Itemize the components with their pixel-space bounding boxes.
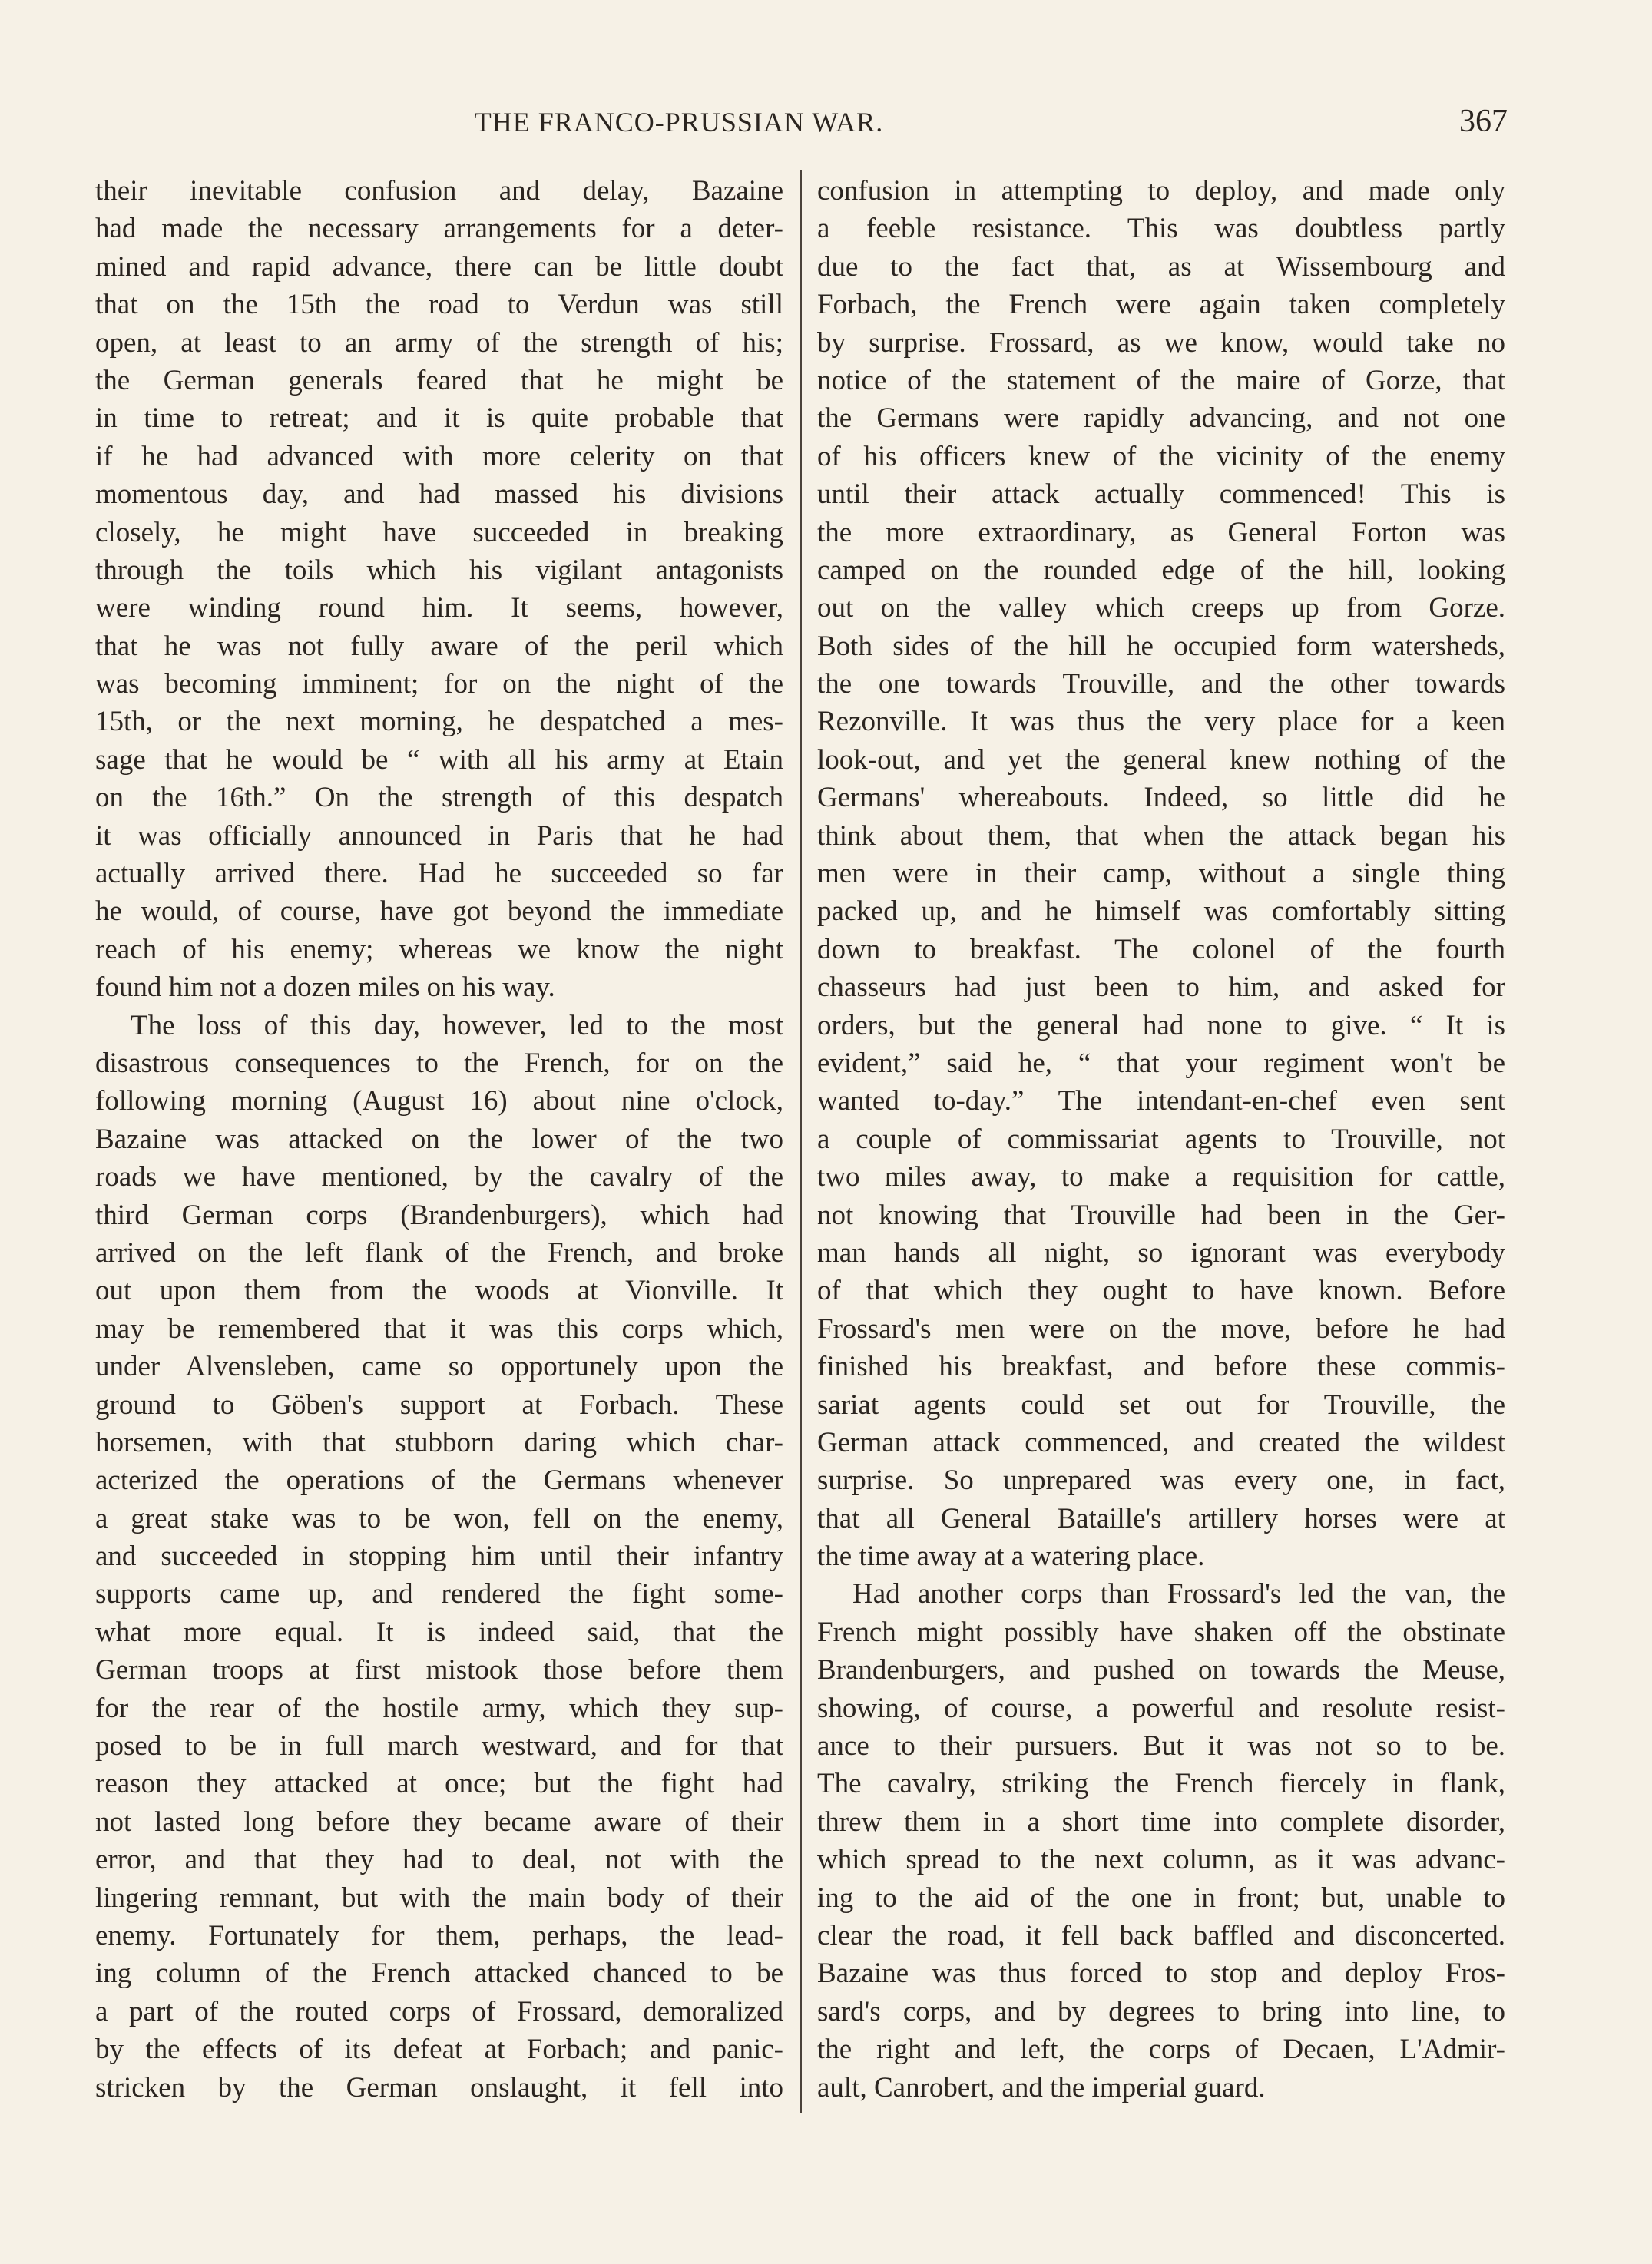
- text-line: the one towards Trouville, and the other towards: [817, 668, 1505, 700]
- text-line: posed to be in full march westward, and for that: [95, 1730, 783, 1763]
- text-line: was becoming imminent; for on the night of the: [95, 668, 783, 700]
- text-line: that on the 15th the road to Verdun was still: [95, 289, 783, 321]
- text-line: Bazaine was attacked on the lower of the two: [95, 1123, 783, 1155]
- text-line: that all General Bataille's artillery horses were at: [817, 1502, 1505, 1534]
- text-line: reason they attacked at once; but the fight had: [95, 1768, 783, 1800]
- text-line: the Germans were rapidly advancing, and not one: [817, 402, 1505, 435]
- text-line: disastrous consequences to the French, for on the: [95, 1047, 783, 1079]
- text-line: it was officially announced in Paris that he had: [95, 819, 783, 852]
- text-line: through the toils which his vigilant antagonists: [95, 554, 783, 586]
- text-line: ing to the aid of the one in front; but, unable to: [817, 1882, 1505, 1914]
- text-line: sage that he would be “ with all his army at Etain: [95, 743, 783, 776]
- text-line: following morning (August 16) about nine o'clock,: [95, 1085, 783, 1117]
- text-line: camped on the rounded edge of the hill, looking: [817, 554, 1505, 586]
- text-line: packed up, and he himself was comfortably sitting: [817, 895, 1505, 928]
- text-line: threw them in a short time into complete disorder,: [817, 1806, 1505, 1838]
- text-line: until their attack actually commenced! This is: [817, 478, 1505, 511]
- text-line: what more equal. It is indeed said, that the: [95, 1616, 783, 1648]
- text-line: Had another corps than Frossard's led the van, the: [852, 1578, 1505, 1610]
- text-line: roads we have mentioned, by the cavalry of the: [95, 1161, 783, 1193]
- text-line: the right and left, the corps of Decaen, L'Admir-: [817, 2034, 1505, 2066]
- text-line: if he had advanced with more celerity on that: [95, 440, 783, 472]
- text-line: the German generals feared that he might be: [95, 364, 783, 396]
- text-line: the more extraordinary, as General Forton was: [817, 516, 1505, 548]
- text-line: German troops at first mistook those before them: [95, 1654, 783, 1686]
- text-line: were winding round him. It seems, however,: [95, 592, 783, 624]
- text-line: look-out, and yet the general knew nothing of the: [817, 743, 1505, 776]
- text-line: closely, he might have succeeded in breaking: [95, 516, 783, 548]
- text-line: ground to Göben's support at Forbach. These: [95, 1389, 783, 1421]
- text-line: Forbach, the French were again taken completely: [817, 289, 1505, 321]
- text-line: arrived on the left flank of the French, and broke: [95, 1236, 783, 1269]
- left-column: [95, 172, 783, 2107]
- text-line: 15th, or the next morning, he despatched a mes-: [95, 706, 783, 738]
- text-line: confusion in attempting to deploy, and made only: [817, 175, 1505, 207]
- text-line: chasseurs had just been to him, and asked for: [817, 971, 1505, 1004]
- text-line: orders, but the general had none to give. “ It is: [817, 1009, 1505, 1041]
- text-line: ault, Canrobert, and the imperial guard.: [817, 2071, 1266, 2103]
- text-line: sard's corps, and by degrees to bring into line, to: [817, 1995, 1505, 2027]
- text-line: showing, of course, a powerful and resolute resist-: [817, 1692, 1505, 1724]
- text-line: ing column of the French attacked chanced to be: [95, 1958, 783, 1990]
- text-line: horsemen, with that stubborn daring which char-: [95, 1426, 783, 1458]
- text-line: finished his breakfast, and before these commis-: [817, 1351, 1505, 1383]
- right-column: [817, 172, 1505, 2107]
- text-line: two miles away, to make a requisition for cattle,: [817, 1161, 1505, 1193]
- text-line: a couple of commissariat agents to Trouville, not: [817, 1123, 1505, 1155]
- text-line: had made the necessary arrangements for a deter-: [95, 213, 783, 245]
- text-line: of his officers knew of the vicinity of the enemy: [817, 440, 1505, 472]
- text-line: of that which they ought to have known. Before: [817, 1275, 1505, 1307]
- text-line: acterized the operations of the Germans whenever: [95, 1465, 783, 1497]
- text-line: momentous day, and had massed his divisions: [95, 478, 783, 511]
- text-line: Brandenburgers, and pushed on towards the Meuse,: [817, 1654, 1505, 1686]
- text-line: surprise. So unprepared was every one, in fact,: [817, 1465, 1505, 1497]
- text-line: in time to retreat; and it is quite probable that: [95, 402, 783, 435]
- text-line: on the 16th.” On the strength of this despatch: [95, 782, 783, 814]
- text-line: by surprise. Frossard, as we know, would take no: [817, 326, 1505, 359]
- page-number: 367: [1459, 104, 1508, 139]
- text-line: German attack commenced, and created the wildest: [817, 1426, 1505, 1458]
- text-line: enemy. Fortunately for them, perhaps, the lead-: [95, 1919, 783, 1951]
- text-line: and succeeded in stopping him until their infantry: [95, 1541, 783, 1573]
- text-line: out upon them from the woods at Vionville. It: [95, 1275, 783, 1307]
- page-header: [0, 106, 1652, 144]
- text-line: The cavalry, striking the French fiercely in flank,: [817, 1768, 1505, 1800]
- column-divider: [800, 170, 802, 2113]
- text-line: Frossard's men were on the move, before he had: [817, 1312, 1505, 1345]
- text-line: evident,” said he, “ that your regiment won't be: [817, 1047, 1505, 1079]
- text-line: wanted to-day.” The intendant-en-chef even sent: [817, 1085, 1505, 1117]
- text-line: may be remembered that it was this corps which,: [95, 1312, 783, 1345]
- text-line: mined and rapid advance, there can be little doubt: [95, 250, 783, 283]
- text-line: for the rear of the hostile army, which they sup-: [95, 1692, 783, 1724]
- text-line: supports came up, and rendered the fight some-: [95, 1578, 783, 1610]
- text-line: Both sides of the hill he occupied form watersheds,: [817, 630, 1505, 662]
- text-line: error, and that they had to deal, not with the: [95, 1844, 783, 1876]
- text-line: a great stake was to be won, fell on the enemy,: [95, 1502, 783, 1534]
- text-line: actually arrived there. Had he succeeded so far: [95, 858, 783, 890]
- text-line: not knowing that Trouville had been in the Ger-: [817, 1199, 1505, 1231]
- text-line: stricken by the German onslaught, it fell into: [95, 2071, 783, 2103]
- text-line: not lasted long before they became aware of their: [95, 1806, 783, 1838]
- text-line: lingering remnant, but with the main body of their: [95, 1882, 783, 1914]
- text-line: that he was not fully aware of the peril which: [95, 630, 783, 662]
- text-line: Germans' whereabouts. Indeed, so little did he: [817, 782, 1505, 814]
- text-line: by the effects of its defeat at Forbach; and panic-: [95, 2034, 783, 2066]
- text-line: which spread to the next column, as it was advanc-: [817, 1844, 1505, 1876]
- running-title: THE FRANCO-PRUSSIAN WAR.: [474, 107, 884, 137]
- text-line: open, at least to an army of the strength of his;: [95, 326, 783, 359]
- text-line: their inevitable confusion and delay, Bazaine: [95, 175, 783, 207]
- text-line: under Alvensleben, came so opportunely upon the: [95, 1351, 783, 1383]
- text-line: Rezonville. It was thus the very place for a keen: [817, 706, 1505, 738]
- text-line: due to the fact that, as at Wissembourg and: [817, 250, 1505, 283]
- text-line: sariat agents could set out for Trouville, the: [817, 1389, 1505, 1421]
- text-line: a part of the routed corps of Frossard, demoralized: [95, 1995, 783, 2027]
- text-line: The loss of this day, however, led to the most: [131, 1009, 783, 1041]
- text-line: French might possibly have shaken off the obstinate: [817, 1616, 1505, 1648]
- text-line: men were in their camp, without a single thing: [817, 858, 1505, 890]
- text-line: notice of the statement of the maire of Gorze, that: [817, 364, 1505, 396]
- text-line: the time away at a watering place.: [817, 1541, 1205, 1573]
- text-line: ance to their pursuers. But it was not so to be.: [817, 1730, 1505, 1763]
- text-line: think about them, that when the attack began his: [817, 819, 1505, 852]
- text-line: found him not a dozen miles on his way.: [95, 971, 555, 1004]
- text-line: third German corps (Brandenburgers), which had: [95, 1199, 783, 1231]
- text-line: down to breakfast. The colonel of the fourth: [817, 933, 1505, 965]
- text-line: he would, of course, have got beyond the immediate: [95, 895, 783, 928]
- text-line: a feeble resistance. This was doubtless partly: [817, 213, 1505, 245]
- text-line: man hands all night, so ignorant was everybody: [817, 1236, 1505, 1269]
- text-line: reach of his enemy; whereas we know the night: [95, 933, 783, 965]
- text-line: Bazaine was thus forced to stop and deploy Fros-: [817, 1958, 1505, 1990]
- text-line: clear the road, it fell back baffled and disconcerted.: [817, 1919, 1505, 1951]
- text-line: out on the valley which creeps up from Gorze.: [817, 592, 1505, 624]
